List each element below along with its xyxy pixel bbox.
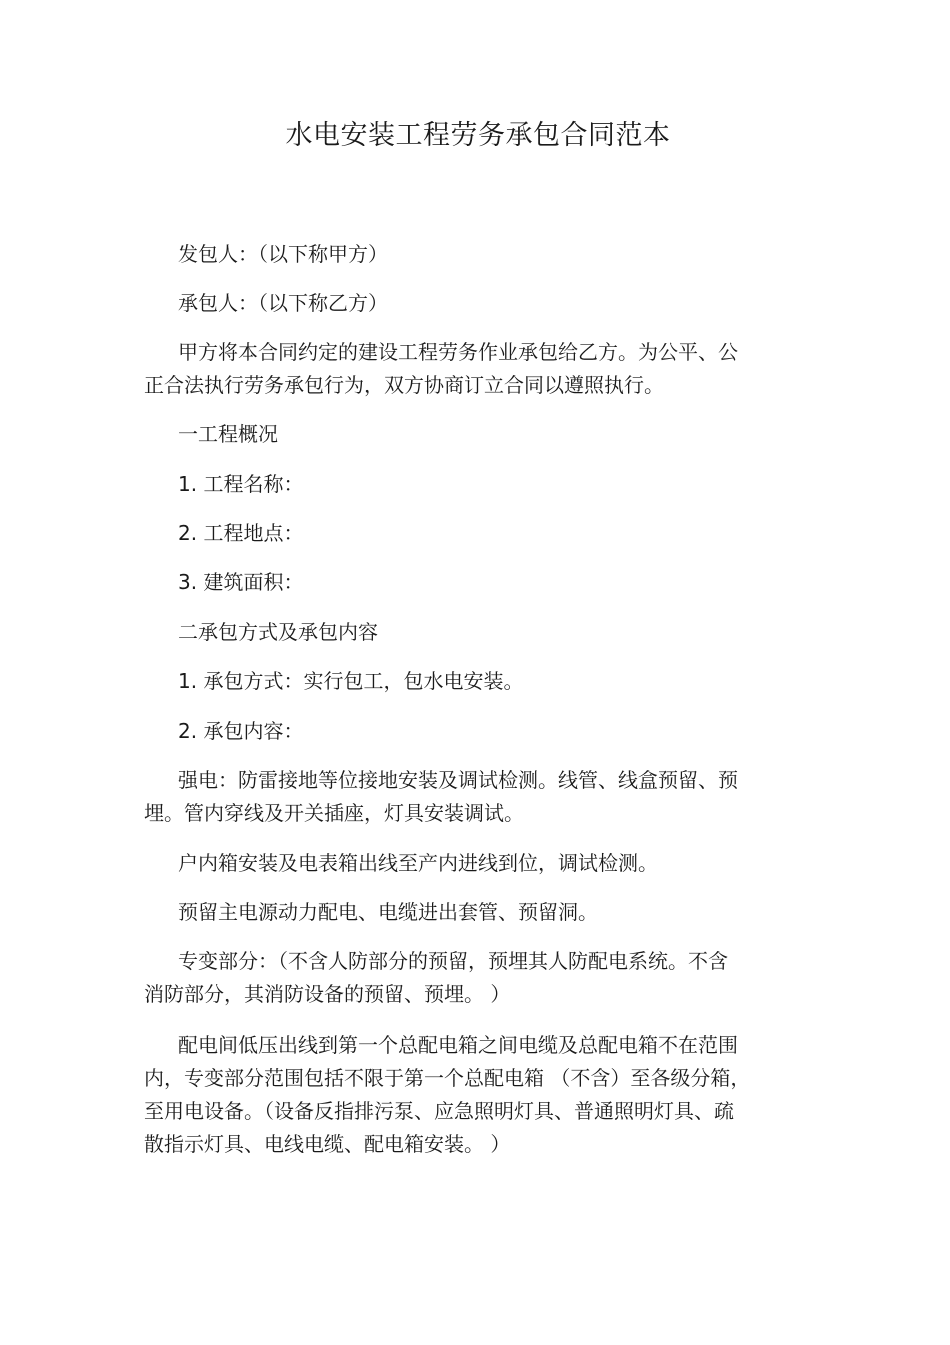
section-heading-project-overview — [144, 418, 774, 451]
paragraph-line: 户内箱安装及电表箱出线至产内进线到位，调试检测。 — [178, 851, 658, 875]
paragraph-employer — [144, 238, 774, 271]
section-heading-contract-method — [144, 616, 774, 649]
paragraph-line: 一工程概况 — [178, 422, 278, 446]
paragraph-line: 强电：防雷接地等位接地安装及调试检测。线管、线盒预留、预 — [178, 768, 738, 792]
paragraph-line: 2. 承包内容： — [178, 719, 304, 743]
item-building-area — [144, 566, 774, 599]
paragraph-line: 消防部分，其消防设备的预留、预埋。 ） — [144, 982, 511, 1006]
paragraph-distribution-room — [144, 1029, 774, 1161]
paragraph-contractor — [144, 287, 774, 320]
paragraph-transformer-part — [144, 945, 774, 1011]
paragraph-line: 配电间低压出线到第一个总配电箱之间电缆及总配电箱不在范围 — [178, 1033, 738, 1057]
paragraph-line: 专变部分：（不含人防部分的预留，预埋其人防配电系统。不含 — [178, 949, 728, 973]
paragraph-line: 散指示灯具、电线电缆、配电箱安装。 ） — [144, 1132, 511, 1156]
paragraph-line: 内，专变部分范围包括不限于第一个总配电箱 （不含）至各级分箱， — [144, 1066, 751, 1090]
document-title: 水电安装工程劳务承包合同范本 — [285, 120, 671, 151]
paragraph-line: 甲方将本合同约定的建设工程劳务作业承包给乙方。为公平、公 — [178, 340, 738, 364]
item-project-name — [144, 468, 774, 501]
paragraph-line: 1. 承包方式：实行包工，包水电安装。 — [178, 669, 524, 693]
paragraph-line: 二承包方式及承包内容 — [178, 620, 378, 644]
paragraph-indoor-box — [144, 847, 774, 880]
paragraph-line: 1. 工程名称： — [178, 472, 304, 496]
paragraph-strong-current — [144, 764, 774, 830]
paragraph-line: 3. 建筑面积： — [178, 570, 304, 594]
paragraph-line: 正合法执行劳务承包行为，双方协商订立合同以遵照执行。 — [144, 373, 664, 397]
paragraph-line: 发包人：（以下称甲方） — [178, 242, 388, 266]
paragraph-line: 承包人：（以下称乙方） — [178, 291, 388, 315]
paragraph-line: 至用电设备。（设备反指排污泵、应急照明灯具、普通照明灯具、疏 — [144, 1099, 734, 1123]
paragraph-line: 2. 工程地点： — [178, 521, 304, 545]
paragraph-reserved-power — [144, 896, 774, 929]
paragraph-line: 预留主电源动力配电、电缆进出套管、预留洞。 — [178, 900, 598, 924]
item-project-location — [144, 517, 774, 550]
paragraph-preamble — [144, 336, 774, 402]
item-contract-content — [144, 715, 774, 748]
item-contract-method — [144, 665, 774, 698]
paragraph-line: 埋。管内穿线及开关插座，灯具安装调试。 — [144, 801, 524, 825]
